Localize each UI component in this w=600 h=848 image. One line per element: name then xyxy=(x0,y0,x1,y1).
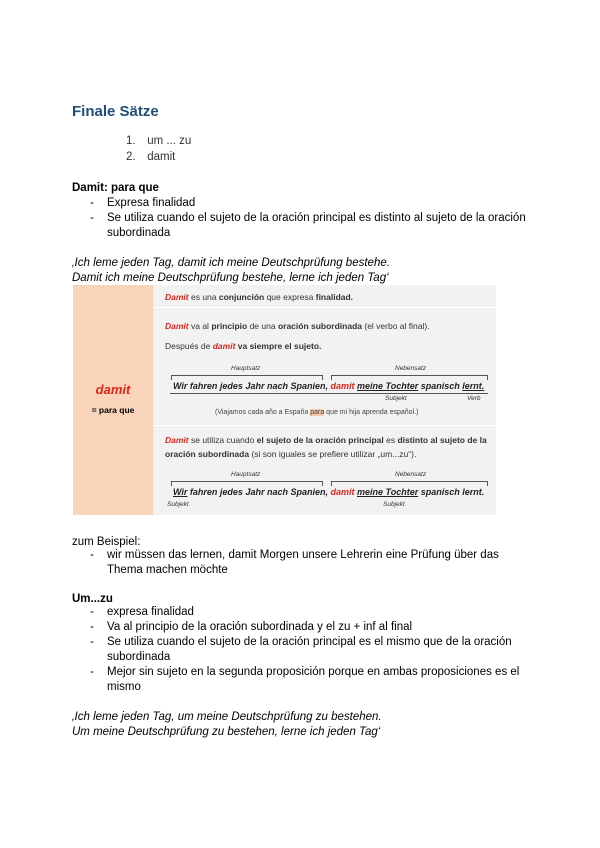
table-row: Damit va al principio de una oración subordinada (el verbo al final). xyxy=(165,321,430,331)
damit-example: ‚Ich leme jeden Tag, damit ich meine Deutschprüfung bestehe. Damit ich meine Deutschprüfung bestehe, lerne ich jeden Tag‘ xyxy=(72,257,390,284)
umzu-example: ‚Ich leme jeden Tag, um meine Deutschprüfung zu bestehen. Um meine Deutschprüfung zu bestehen, lerne ich jeden Tag‘ xyxy=(72,711,382,738)
toc-list xyxy=(126,133,191,165)
umzu-heading: Um...zu xyxy=(72,593,113,605)
list-item: - Se utiliza cuando el sujeto de la oración principal es distinto al sujeto de la oración subordinada xyxy=(90,211,530,241)
list-item: - Va al principio de la oración subordinada y el zu + inf al final xyxy=(90,620,530,635)
damit-table: damit = para que Damit es una conjunción que expresa finalidad. Damit va al principio de una oración subordinada (el verbo al final). Después de damit va siempre el sujeto. Hauptsatz Nebensatz Wir fahren jedes Jahr nach Spanien, damit meine Tochter spanisch lernt. Subjekt Verb (Viajamos cada año a España para que mi hija aprenda español.) Damit se utiliza cuando el sujeto de la oración principal es distinto al sujeto de la oración subordinada (si son iguales se prefiere utilizar „um...zu“). Hauptsatz Nebensatz Wir fahren jedes Jahr nach Spanien, damit meine Tochter spanisch lernt. Subjekt Subjekt xyxy=(73,285,496,515)
list-item: - wir müssen das lernen, damit Morgen unsere Lehrerin eine Prüfung über das Thema machen möchte xyxy=(90,548,530,578)
list-item: 2. damit xyxy=(126,151,176,163)
list-item: 1. um ... zu xyxy=(126,135,192,147)
damit-bullets xyxy=(90,196,530,241)
zum-beispiel-label: zum Beispiel: xyxy=(72,536,141,548)
damit-word: damit xyxy=(95,382,131,397)
page-title: Finale Sätze xyxy=(72,103,159,120)
example-sentence: Wir fahren jedes Jahr nach Spanien, damit meine Tochter spanisch lernt. xyxy=(173,381,485,391)
umzu-bullets xyxy=(90,605,530,695)
table-row: Damit es una conjunción que expresa finalidad. xyxy=(165,292,354,302)
list-item: - Se utiliza cuando el sujeto de la oración principal es el mismo que de la oración subordinada xyxy=(90,635,530,665)
translation: (Viajamos cada año a España para que mi hija aprenda español.) xyxy=(215,409,419,416)
zum-beispiel-bullets xyxy=(90,548,530,578)
damit-meaning: = para que xyxy=(91,405,135,415)
list-item: - Mejor sin sujeto en la segunda proposición porque en ambas proposiciones es el mismo xyxy=(90,665,530,695)
list-item: - expresa finalidad xyxy=(90,605,530,620)
list-item: - Expresa finalidad xyxy=(90,196,530,211)
table-left-cell xyxy=(73,285,153,515)
damit-heading: Damit: para que xyxy=(72,182,159,194)
example-sentence: Wir fahren jedes Jahr nach Spanien, damit meine Tochter spanisch lernt. xyxy=(173,487,485,497)
table-row: Después de damit va siempre el sujeto. xyxy=(165,341,322,351)
table-row: Damit se utiliza cuando el sujeto de la oración principal es distinto al sujeto de la oración subordinada (si son iguales se prefiere utilizar „um...zu“). xyxy=(165,435,487,459)
